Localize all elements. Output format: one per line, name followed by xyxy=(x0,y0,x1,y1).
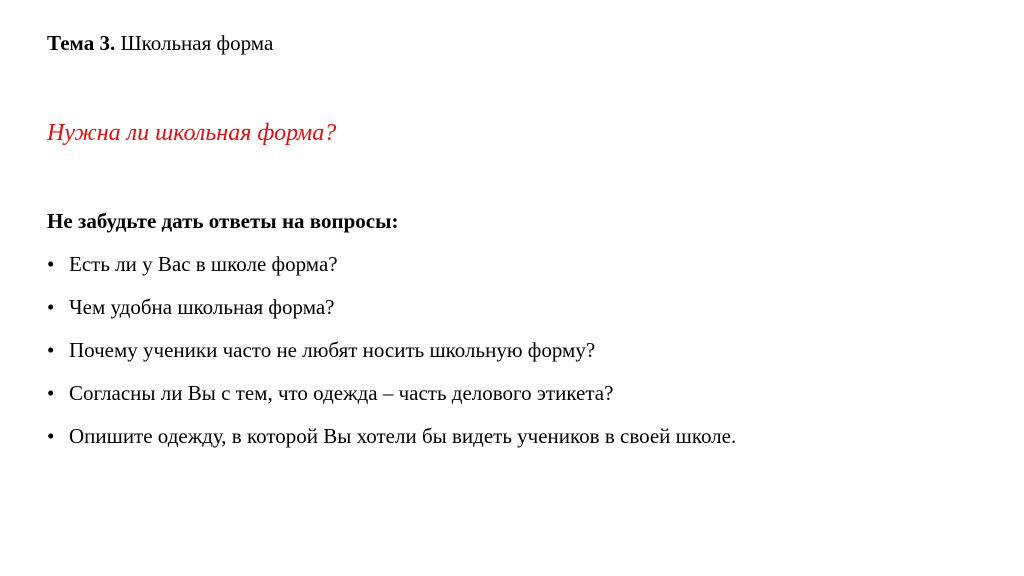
list-item-text: Почему ученики часто не любят носить школьную форму? xyxy=(69,338,596,362)
list-item xyxy=(47,380,736,423)
list-item-text: Опишите одежду, в которой Вы хотели бы видеть учеников в своей школе. xyxy=(69,424,737,448)
list-item-text: Чем удобна школьная форма? xyxy=(69,295,335,319)
topic-title: Школьная форма xyxy=(115,31,274,55)
bullet-icon: • xyxy=(47,295,55,319)
bullet-icon: • xyxy=(47,252,55,276)
list-item xyxy=(47,337,736,380)
bullet-icon: • xyxy=(47,381,55,405)
reminder-heading: Не забудьте дать ответы на вопросы: xyxy=(47,209,399,233)
list-item xyxy=(47,423,736,466)
topic-heading xyxy=(47,30,273,56)
main-question: Нужна ли школьная форма? xyxy=(47,120,337,146)
bullet-icon: • xyxy=(47,338,55,362)
list-item xyxy=(47,294,736,337)
list-item-text: Согласны ли Вы с тем, что одежда – часть делового этикета? xyxy=(69,381,614,405)
bullet-icon: • xyxy=(47,424,55,448)
question-list xyxy=(47,251,736,466)
list-item-text: Есть ли у Вас в школе форма? xyxy=(69,252,338,276)
topic-label: Тема 3. xyxy=(47,31,116,55)
list-item xyxy=(47,251,736,294)
